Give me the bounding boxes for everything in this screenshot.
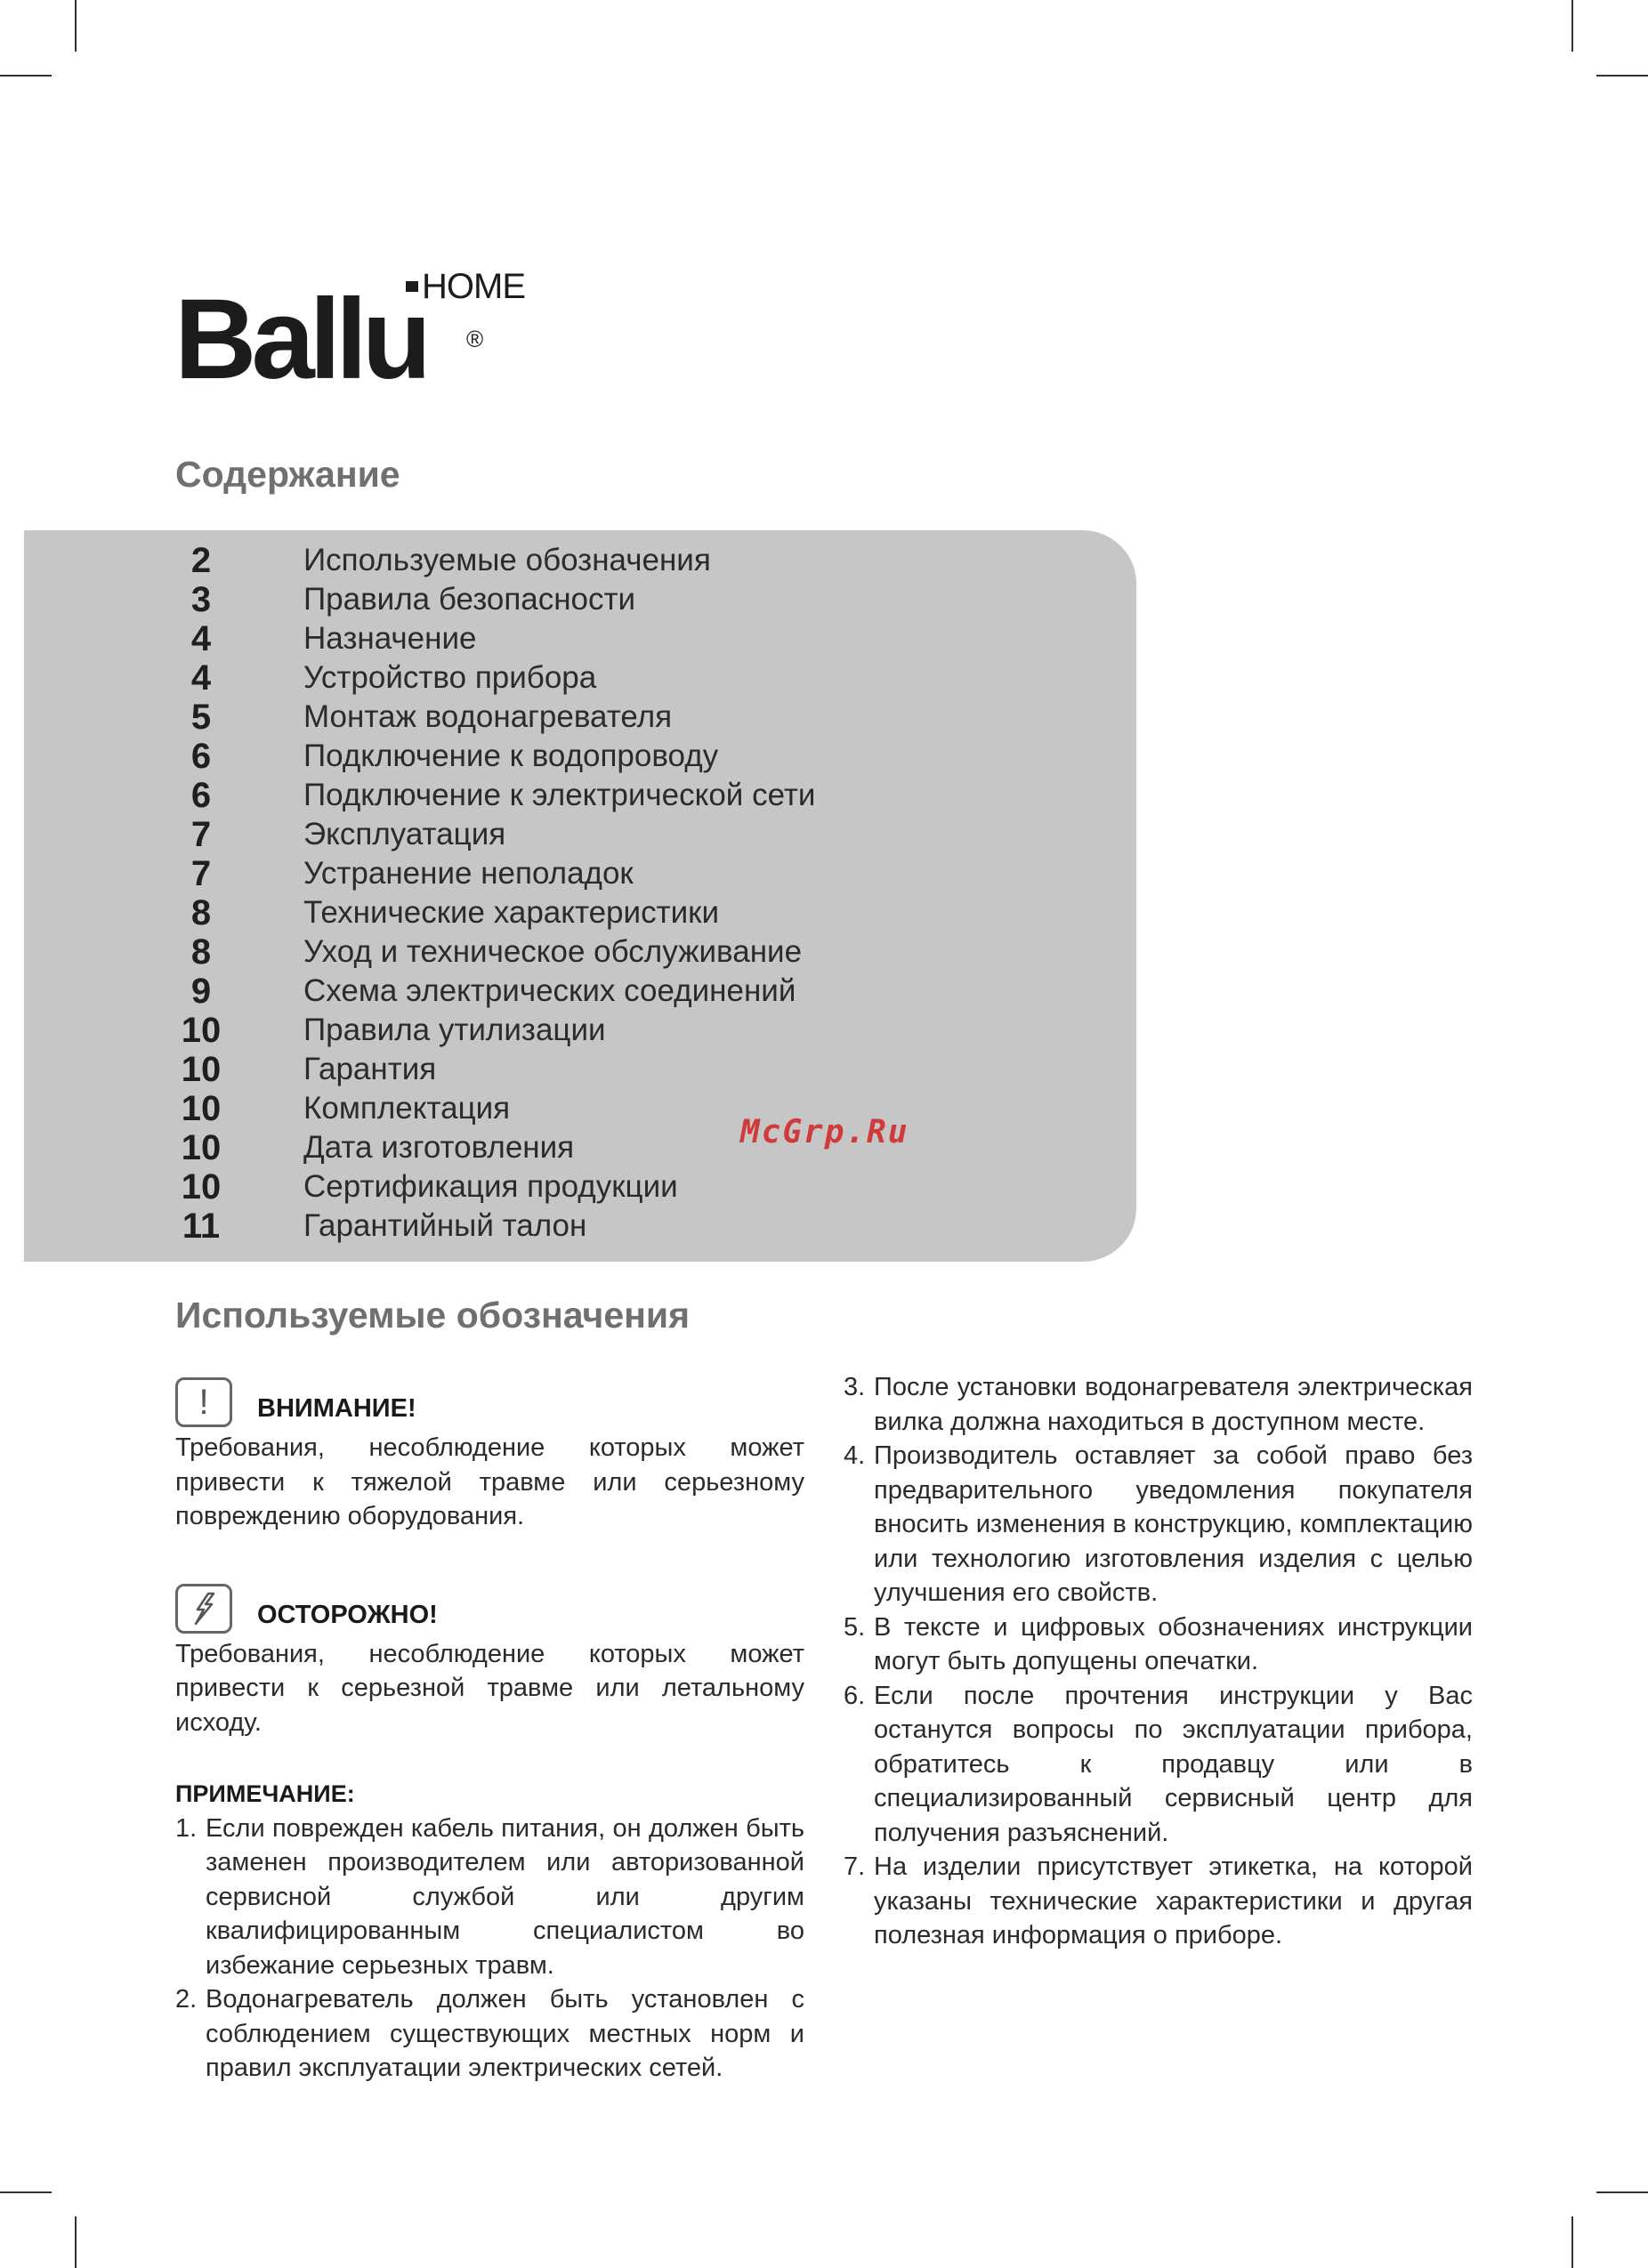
toc-item xyxy=(24,737,1136,776)
list-item-number: 3. xyxy=(844,1373,866,1401)
toc-page-number: 6 xyxy=(190,776,212,815)
toc-page-number: 8 xyxy=(190,932,212,972)
toc-item-label: Используемые обозначения xyxy=(303,543,711,577)
toc-item-label: Уход и техническое обслуживание xyxy=(303,934,803,969)
toc-item-label: Устройство прибора xyxy=(303,660,597,695)
toc-item xyxy=(24,776,1136,815)
toc-list xyxy=(24,541,1136,1246)
toc-page-number: 4 xyxy=(190,658,212,698)
toc-item-label: Схема электрических соединений xyxy=(303,973,796,1008)
toc-page-number: 5 xyxy=(190,698,212,737)
left-column xyxy=(175,1377,804,2086)
toc-page-number: 6 xyxy=(190,737,212,776)
right-column xyxy=(844,1370,1473,1953)
list-item-number: 1. xyxy=(175,1813,198,1843)
crop-mark xyxy=(1571,0,1573,52)
toc-item xyxy=(24,658,1136,698)
toc-page-number: 3 xyxy=(190,580,212,619)
logo-home: HOME xyxy=(422,267,525,306)
toc-page-number: 9 xyxy=(190,972,212,1011)
watermark: McGrp.Ru xyxy=(740,1114,909,1150)
toc-page-number: 2 xyxy=(190,541,212,580)
list-item xyxy=(844,1610,1473,1679)
warning-label: ВНИМАНИЕ! xyxy=(257,1394,416,1423)
toc-page-number: 11 xyxy=(182,1207,221,1246)
toc-item xyxy=(24,815,1136,854)
warning-text: Требования, несоблюдение которых может привести к тяжелой травме или серьезному повреждению оборудования. xyxy=(175,1433,804,1530)
notes-list-right xyxy=(844,1370,1473,1953)
crop-mark xyxy=(0,2191,52,2193)
list-item-text: Производитель оставляет за собой право без предварительного уведомления покупателя вносить изменения в конструкцию, комплектацию или технологию изготовления изделия с целью улучшения его свойств. xyxy=(874,1441,1473,1607)
toc-item xyxy=(24,932,1136,972)
list-item xyxy=(844,1370,1473,1439)
crop-mark xyxy=(1571,2216,1573,2268)
caution-label: ОСТОРОЖНО! xyxy=(257,1600,438,1629)
crop-mark xyxy=(75,2216,77,2268)
registered-mark: ® xyxy=(466,326,484,352)
toc-item-label: Подключение к электрической сети xyxy=(303,778,816,812)
toc-page-number: 7 xyxy=(190,815,212,854)
toc-item-label: Технические характеристики xyxy=(303,895,720,930)
toc-item-label: Правила безопасности xyxy=(303,582,636,617)
toc-title: Содержание xyxy=(175,454,400,495)
exclamation-icon: ! xyxy=(175,1377,232,1427)
toc-item xyxy=(24,698,1136,737)
crop-mark xyxy=(0,75,52,77)
crop-mark xyxy=(1596,2191,1648,2193)
caution-header xyxy=(175,1584,804,1637)
lightning-icon xyxy=(175,1584,232,1634)
list-item-text: В тексте и цифровых обозначениях инструкции могут быть допущены опечатки. xyxy=(874,1612,1473,1675)
toc-item xyxy=(24,1089,1136,1128)
list-item-text: На изделии присутствует этикетка, на которой указаны технические характеристики и другая полезная информация о приборе. xyxy=(874,1852,1473,1949)
toc-item-label: Дата изготовления xyxy=(303,1130,575,1165)
toc-item xyxy=(24,1050,1136,1089)
list-item-text: Водонагреватель должен быть установлен с соблюдением существующих местных норм и правил эксплуатации электрических сетей. xyxy=(206,1985,804,2082)
note-title: ПРИМЕЧАНИЕ: xyxy=(175,1780,355,1807)
list-item-number: 7. xyxy=(844,1852,866,1881)
toc-item-label: Комплектация xyxy=(303,1091,511,1126)
list-item xyxy=(844,1439,1473,1610)
list-item-number: 4. xyxy=(844,1441,866,1470)
toc-page-number: 10 xyxy=(181,1089,222,1128)
toc-item xyxy=(24,893,1136,932)
toc-page-number: 4 xyxy=(190,619,212,658)
toc-item xyxy=(24,854,1136,893)
warning-header xyxy=(175,1377,804,1431)
toc-page-number: 10 xyxy=(181,1050,222,1089)
crop-mark xyxy=(75,0,77,52)
list-item xyxy=(175,1982,804,2086)
list-item xyxy=(175,1812,804,1983)
toc-box xyxy=(24,530,1136,1262)
toc-item-label: Монтаж водонагревателя xyxy=(303,699,673,734)
toc-item xyxy=(24,1128,1136,1167)
toc-item xyxy=(24,1167,1136,1207)
toc-item-label: Устранение неполадок xyxy=(303,856,634,891)
list-item xyxy=(844,1679,1473,1851)
list-item-number: 6. xyxy=(844,1681,866,1710)
toc-item-label: Назначение xyxy=(303,621,477,656)
toc-page-number: 10 xyxy=(181,1128,222,1167)
toc-item-label: Гарантия xyxy=(303,1052,437,1086)
toc-item xyxy=(24,619,1136,658)
toc-page-number: 8 xyxy=(190,893,212,932)
toc-item-label: Подключение к водопроводу xyxy=(303,739,719,773)
list-item-number: 2. xyxy=(175,1985,198,2014)
toc-item-label: Правила утилизации xyxy=(303,1013,606,1047)
toc-item-label: Гарантийный талон xyxy=(303,1208,587,1243)
brand-logo xyxy=(174,267,525,403)
notes-list-left xyxy=(175,1812,804,2086)
section-title: Используемые обозначения xyxy=(175,1295,691,1336)
toc-item xyxy=(24,1207,1136,1246)
toc-page-number: 7 xyxy=(190,854,212,893)
toc-item-label: Эксплуатация xyxy=(303,817,506,852)
caution-text: Требования, несоблюдение которых может привести к серьезной травме или летальному исходу. xyxy=(175,1639,804,1737)
toc-item-label: Сертификация продукции xyxy=(303,1169,678,1204)
list-item-text: После установки водонагревателя электрическая вилка должна находиться в доступном месте. xyxy=(874,1373,1473,1436)
list-item-number: 5. xyxy=(844,1612,866,1642)
crop-mark xyxy=(1596,75,1648,77)
logo-wordmark: Ballu xyxy=(174,276,426,403)
list-item-text: Если после прочтения инструкции у Вас останутся вопросы по эксплуатации прибора, обратитесь к продавцу или в специализированный сервисный центр для получения разъяснений. xyxy=(874,1681,1473,1847)
toc-item xyxy=(24,580,1136,619)
toc-item xyxy=(24,1011,1136,1050)
toc-page-number: 10 xyxy=(181,1011,222,1050)
list-item xyxy=(844,1850,1473,1953)
list-item-text: Если поврежден кабель питания, он должен быть заменен производителем или авторизованной сервисной службой или другим квалифицированным специалистом во избежание серьезных травм. xyxy=(206,1813,804,1980)
toc-page-number: 10 xyxy=(181,1167,222,1207)
toc-item xyxy=(24,541,1136,580)
toc-item xyxy=(24,972,1136,1011)
